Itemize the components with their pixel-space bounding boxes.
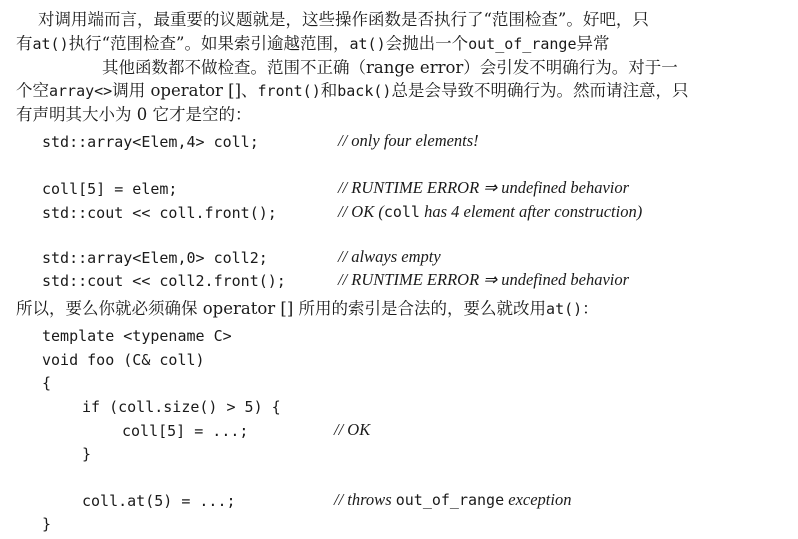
code-line: std::cout << coll.front(); xyxy=(42,204,277,222)
para1-line4: 个空array<>调用 operator []、front()和back()总是会导致不明确行为。然而请注意，只 xyxy=(16,81,689,100)
code-line: coll.at(5) = ...; xyxy=(82,492,236,510)
para1-line2: 有at()执行“范围检查”。如果索引逾越范围，at()会抛出一个out_of_range异常 xyxy=(16,34,610,53)
code-line: } xyxy=(82,445,92,463)
code-line: void foo (C& coll) xyxy=(42,351,205,369)
code-comment: // only four elements! xyxy=(338,131,479,150)
code-comment: // RUNTIME ERROR ⇒ undefined behavior xyxy=(338,178,630,197)
para1-line1: 对调用端而言，最重要的议题就是，这些操作函数是否执行了“范围检查”。好吧，只 xyxy=(38,10,649,29)
code-line: std::array<Elem,0> coll2; xyxy=(42,249,268,267)
code-line: { xyxy=(42,374,52,392)
code-line: coll[5] = ...; xyxy=(122,422,249,440)
code-line: if (coll.size() > 5) { xyxy=(82,398,281,416)
code-comment: // OK xyxy=(334,420,371,439)
code-line: std::array<Elem,4> coll; xyxy=(42,133,259,151)
code-comment: // OK (coll has 4 element after construction) xyxy=(338,202,643,221)
code-line: } xyxy=(42,515,52,533)
code-line: template <typename C> xyxy=(42,327,232,345)
para1-line3: 其他函数都不做检查。范围不正确（range error）会引发不明确行为。对于一 xyxy=(102,58,678,77)
code-comment: // throws out_of_range exception xyxy=(334,490,572,509)
para1-line5: 有声明其大小为 0 它才是空的： xyxy=(16,105,252,124)
code-line: std::cout << coll2.front(); xyxy=(42,272,286,290)
code-comment: // always empty xyxy=(338,247,441,266)
code-comment: // RUNTIME ERROR ⇒ undefined behavior xyxy=(338,270,630,289)
code-line: coll[5] = elem; xyxy=(42,180,178,198)
para2: 所以，要么你就必须确保 operator [] 所用的索引是合法的，要么就改用at()： xyxy=(16,299,599,318)
